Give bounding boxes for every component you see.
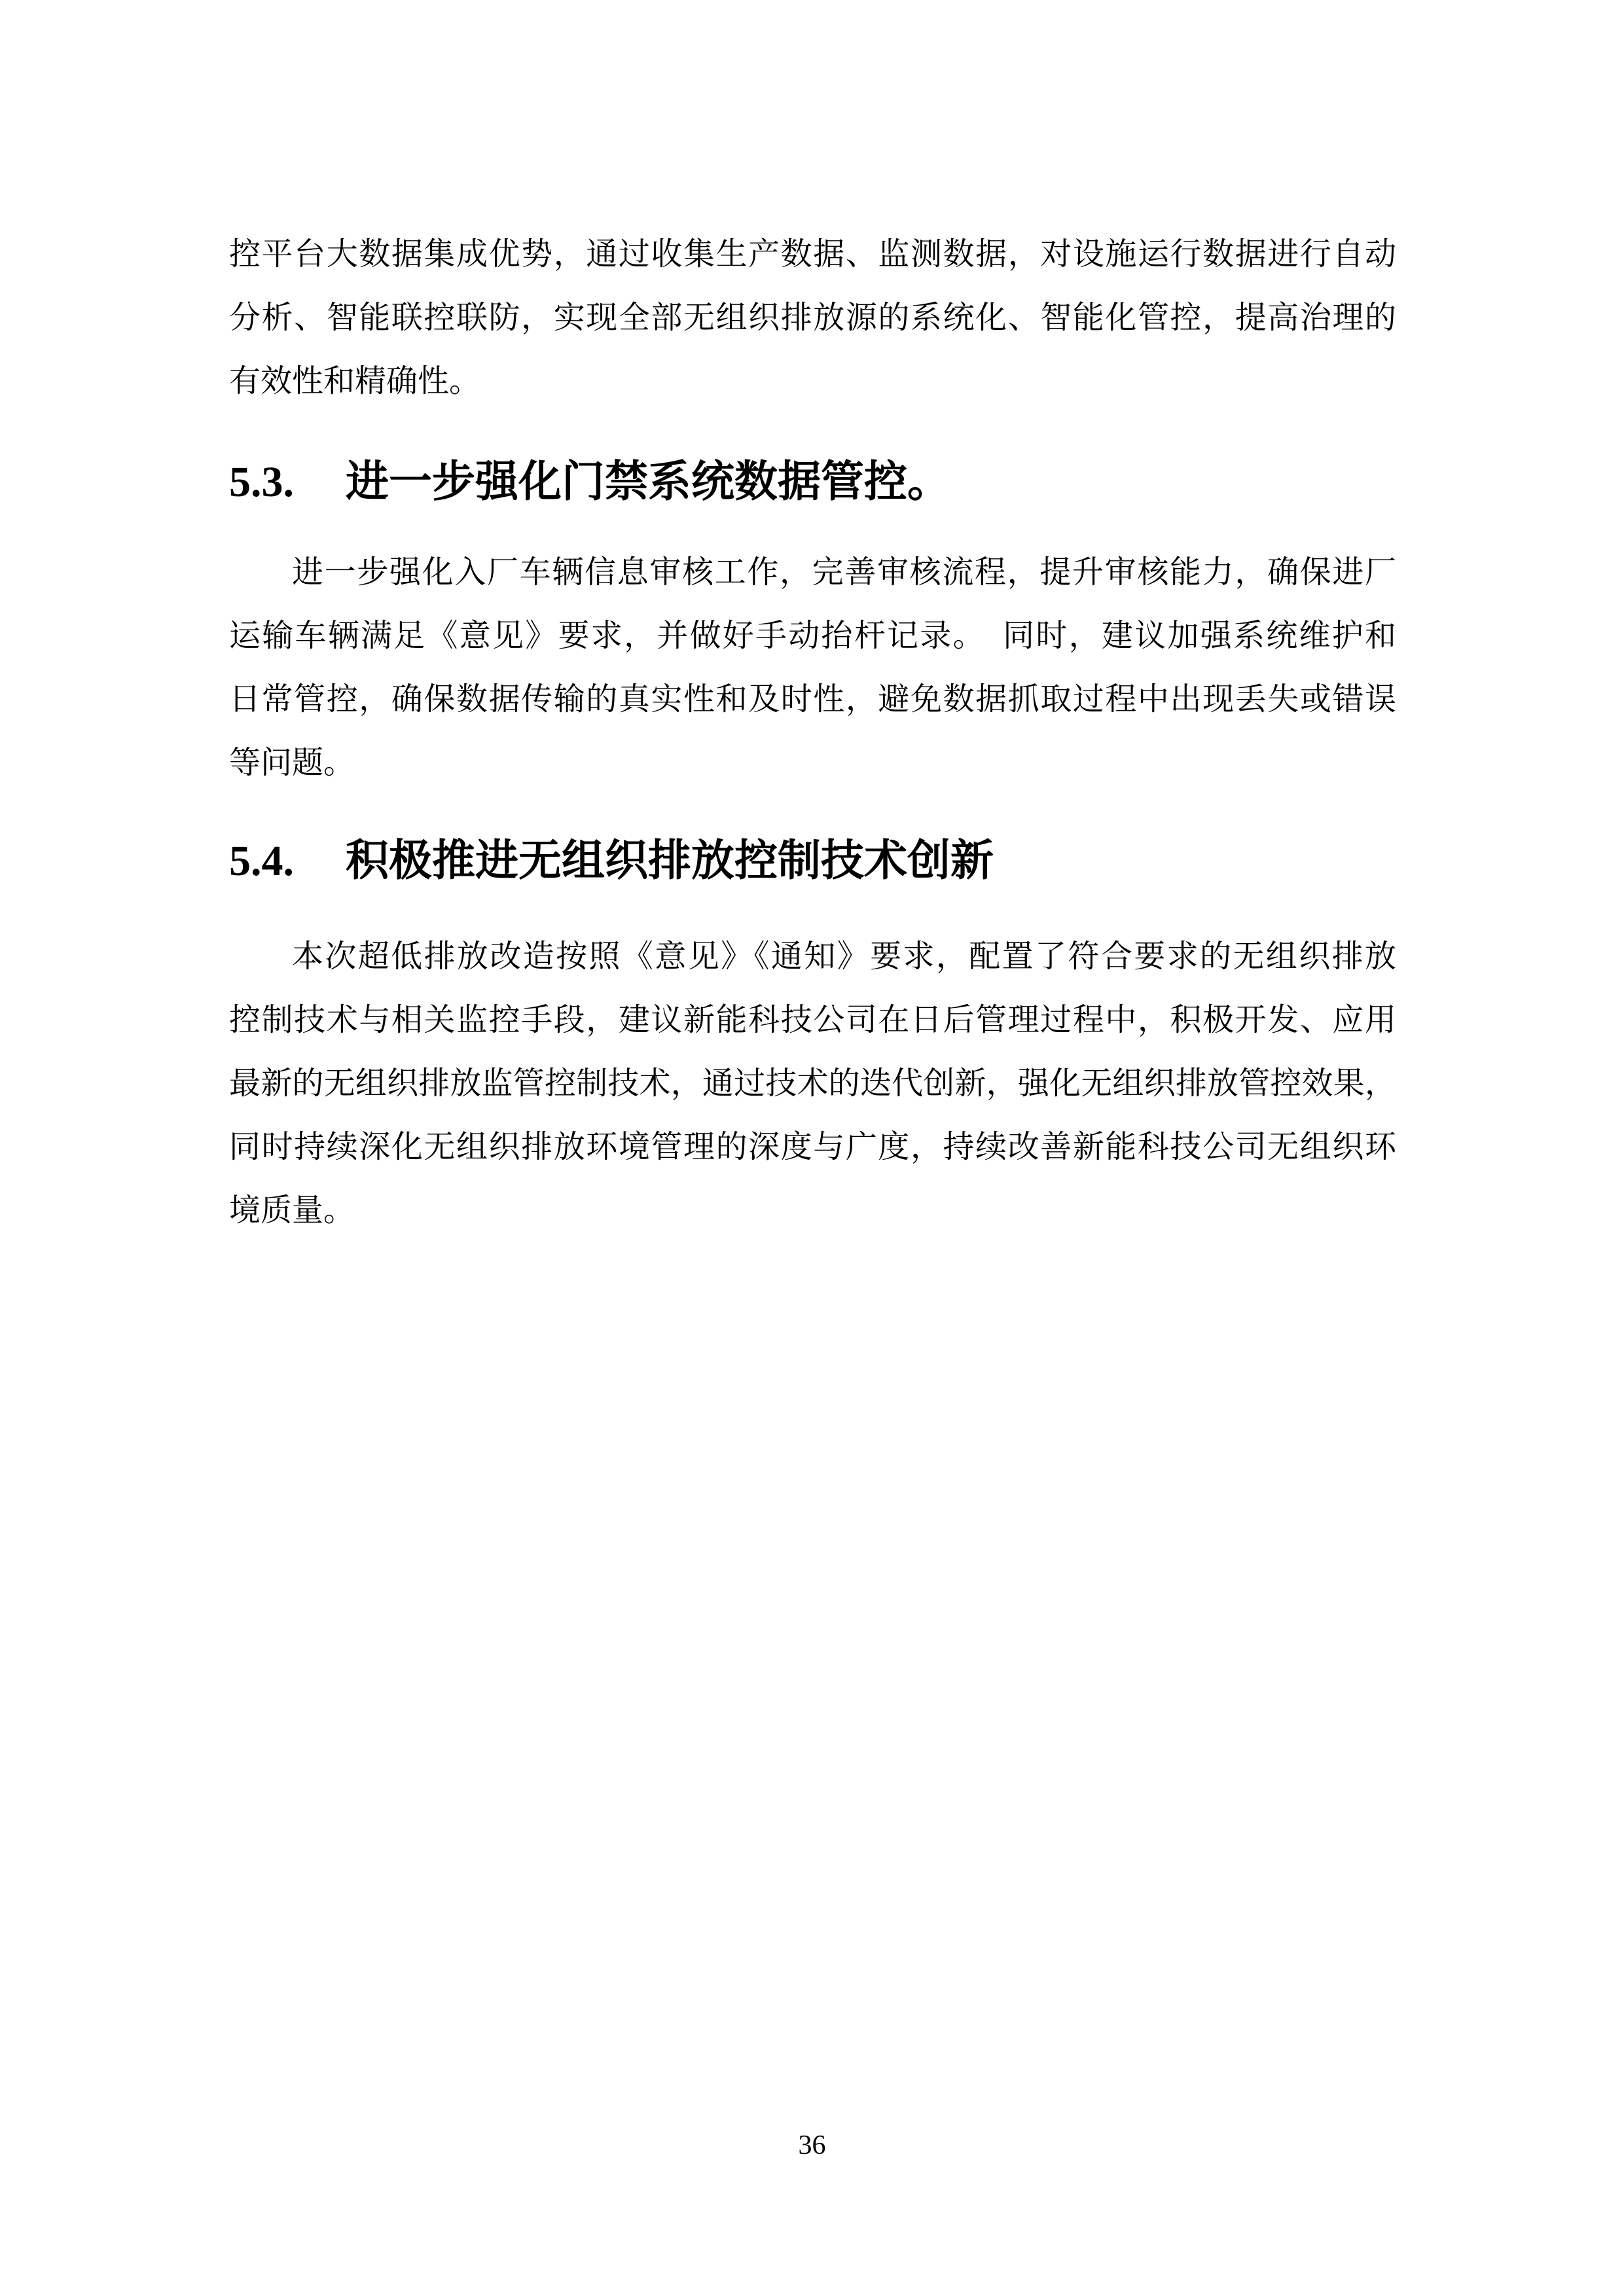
- section-title: 进一步强化门禁系统数据管控。: [346, 457, 950, 505]
- section-number: 5.4.: [229, 837, 294, 885]
- text-line: 控平台大数据集成优势，通过收集生产数据、监测数据，对设施运行数据进行自动: [229, 237, 1396, 272]
- text-line: 控制技术与相关监控手段，建议新能科技公司在日后管理过程中，积极开发、应用: [229, 1003, 1396, 1037]
- paragraph-section-5-3: [229, 541, 1396, 795]
- page-number: 36: [798, 2130, 826, 2161]
- text-line: 同时持续深化无组织排放环境管理的深度与广度，持续改善新能科技公司无组织环: [229, 1130, 1396, 1164]
- section-number: 5.3.: [229, 458, 294, 506]
- paragraph-continuation: [229, 223, 1396, 413]
- text-line: 最新的无组织排放监管控制技术，通过技术的迭代创新，强化无组织排放管控效果，: [229, 1066, 1396, 1101]
- paragraph-section-5-4: [229, 925, 1396, 1242]
- text-line: 分析、智能联控联防，实现全部无组织排放源的系统化、智能化管控，提高治理的: [229, 300, 1396, 335]
- text-line: 境质量。: [229, 1193, 355, 1228]
- section-heading-5-4: [229, 829, 1396, 893]
- text-line: 进一步强化入厂车辆信息审核工作，完善审核流程，提升审核能力，确保进厂: [292, 555, 1396, 590]
- section-heading-5-3: [229, 450, 1396, 514]
- text-line: 等问题。: [229, 745, 355, 780]
- text-line: 运输车辆满足《意见》要求，并做好手动抬杆记录。 同时，建议加强系统维护和: [229, 619, 1396, 653]
- text-line: 本次超低排放改造按照《意见》《通知》要求，配置了符合要求的无组织排放: [292, 939, 1396, 974]
- text-line: 有效性和精确性。: [229, 364, 481, 399]
- text-line: 日常管控，确保数据传输的真实性和及时性，避免数据抓取过程中出现丢失或错误: [229, 682, 1396, 717]
- section-title: 积极推进无组织排放控制技术创新: [346, 836, 994, 884]
